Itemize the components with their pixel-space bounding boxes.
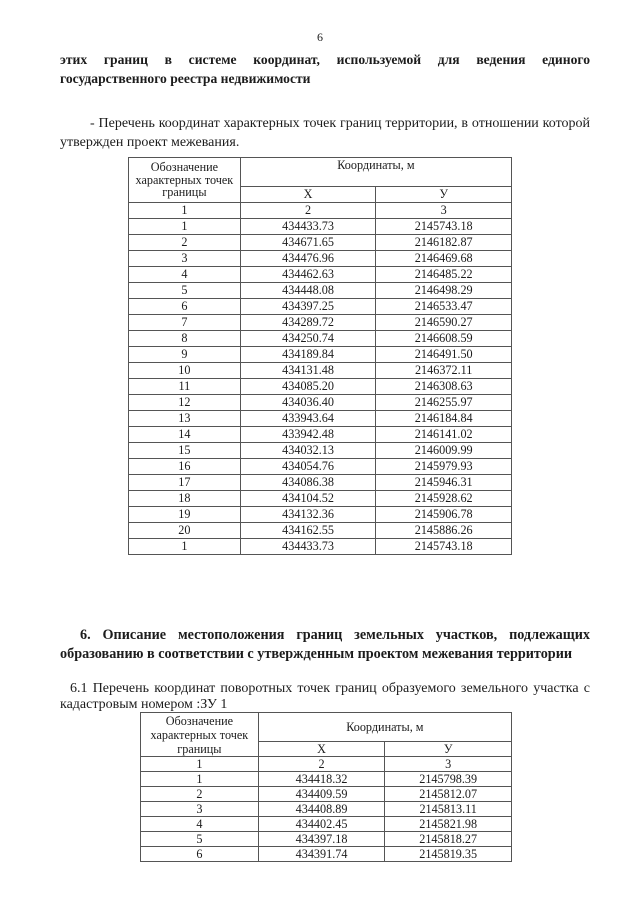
y-coordinate-cell: 2145798.39 [385,772,512,787]
header-point-label: Обозначение характерных точек границы [129,158,241,203]
point-number-cell: 11 [129,379,241,395]
y-coordinate-cell: 2145743.18 [376,539,512,555]
x-coordinate-cell: 434250.74 [240,331,376,347]
section-title: 6. Описание местоположения границ земельных участков, подлежащих образованию в соответствии с утвержденным проектом межевания территории [60,627,590,662]
point-number-cell: 6 [141,847,259,862]
column-numbers-row [141,757,512,772]
x-coordinate-cell: 434189.84 [240,347,376,363]
y-coordinate-cell: 2145886.26 [376,523,512,539]
table-row [129,267,512,283]
table-row [129,235,512,251]
header-coordinates: Координаты, м [240,158,511,187]
x-coordinate-cell: 434054.76 [240,459,376,475]
point-number-cell: 8 [129,331,241,347]
point-number-cell: 1 [141,772,259,787]
column-number: 3 [376,203,512,219]
y-coordinate-cell: 2146498.29 [376,283,512,299]
point-number-cell: 1 [129,539,241,555]
y-coordinate-cell: 2145979.93 [376,459,512,475]
parcel-coordinates-table [140,712,512,862]
y-coordinate-cell: 2146533.47 [376,299,512,315]
x-coordinate-cell: 434433.73 [240,539,376,555]
point-number-cell: 6 [129,299,241,315]
table-row [141,802,512,817]
table-row [129,379,512,395]
table-row [141,832,512,847]
header-y: У [385,742,512,757]
y-coordinate-cell: 2146182.87 [376,235,512,251]
table-row [129,251,512,267]
y-coordinate-cell: 2145743.18 [376,219,512,235]
y-coordinate-cell: 2145946.31 [376,475,512,491]
point-number-cell: 10 [129,363,241,379]
x-coordinate-cell: 434131.48 [240,363,376,379]
heading-continuation: этих границ в системе координат, используемой для ведения единого государственного реестра недвижимости [60,52,590,86]
table-row [129,315,512,331]
table-header [141,713,512,772]
y-coordinate-cell: 2146485.22 [376,267,512,283]
point-number-cell: 2 [141,787,259,802]
header-coordinates: Координаты, м [258,713,511,742]
x-coordinate-cell: 434448.08 [240,283,376,299]
y-coordinate-cell: 2145818.27 [385,832,512,847]
table-row [129,507,512,523]
point-number-cell: 4 [129,267,241,283]
y-coordinate-cell: 2146009.99 [376,443,512,459]
column-number: 1 [141,757,259,772]
header-point-label: Обозначение характерных точек границы [141,713,259,757]
point-number-cell: 1 [129,219,241,235]
table-header [129,158,512,219]
x-coordinate-cell: 434462.63 [240,267,376,283]
point-number-cell: 16 [129,459,241,475]
y-coordinate-cell: 2146469.68 [376,251,512,267]
point-number-cell: 7 [129,315,241,331]
point-number-cell: 3 [129,251,241,267]
x-coordinate-cell: 434036.40 [240,395,376,411]
y-coordinate-cell: 2146608.59 [376,331,512,347]
intro-paragraph: - Перечень координат характерных точек границ территории, в отношении которой утвержден проект межевания. [60,116,590,150]
point-number-cell: 18 [129,491,241,507]
x-coordinate-cell: 434671.65 [240,235,376,251]
table-body [129,219,512,555]
table-row [129,491,512,507]
table-row [129,347,512,363]
page-number: 6 [317,30,323,44]
x-coordinate-cell: 434132.36 [240,507,376,523]
header-x: Х [240,187,376,203]
table-row [129,363,512,379]
point-number-cell: 3 [141,802,259,817]
x-coordinate-cell: 434409.59 [258,787,385,802]
point-number-cell: 12 [129,395,241,411]
column-numbers-row [129,203,512,219]
table-row [129,331,512,347]
table-row [141,772,512,787]
x-coordinate-cell: 434085.20 [240,379,376,395]
point-number-cell: 15 [129,443,241,459]
y-coordinate-cell: 2146308.63 [376,379,512,395]
table-row [129,475,512,491]
header-x: Х [258,742,385,757]
table-row [129,459,512,475]
point-number-cell: 5 [141,832,259,847]
y-coordinate-cell: 2145812.07 [385,787,512,802]
column-number: 2 [240,203,376,219]
x-coordinate-cell: 434032.13 [240,443,376,459]
y-coordinate-cell: 2146491.50 [376,347,512,363]
x-coordinate-cell: 433943.64 [240,411,376,427]
table-body [141,772,512,862]
x-coordinate-cell: 434391.74 [258,847,385,862]
point-number-cell: 9 [129,347,241,363]
point-number-cell: 17 [129,475,241,491]
x-coordinate-cell: 434408.89 [258,802,385,817]
x-coordinate-cell: 434104.52 [240,491,376,507]
table-row [129,283,512,299]
x-coordinate-cell: 434476.96 [240,251,376,267]
territory-coordinates-table [128,157,512,555]
subsection-title: 6.1 Перечень координат поворотных точек границ образуемого земельного участка с кадастровым номером :ЗУ 1 [60,681,590,712]
x-coordinate-cell: 434086.38 [240,475,376,491]
table-row [129,299,512,315]
y-coordinate-cell: 2146184.84 [376,411,512,427]
point-number-cell: 20 [129,523,241,539]
x-coordinate-cell: 433942.48 [240,427,376,443]
x-coordinate-cell: 434162.55 [240,523,376,539]
y-coordinate-cell: 2145928.62 [376,491,512,507]
x-coordinate-cell: 434418.32 [258,772,385,787]
table-row [141,787,512,802]
table-row [141,817,512,832]
point-number-cell: 5 [129,283,241,299]
table-row [129,427,512,443]
y-coordinate-cell: 2146255.97 [376,395,512,411]
x-coordinate-cell: 434397.18 [258,832,385,847]
x-coordinate-cell: 434433.73 [240,219,376,235]
point-number-cell: 4 [141,817,259,832]
table-row [129,539,512,555]
y-coordinate-cell: 2146590.27 [376,315,512,331]
y-coordinate-cell: 2145906.78 [376,507,512,523]
y-coordinate-cell: 2146141.02 [376,427,512,443]
table-row [129,219,512,235]
column-number: 2 [258,757,385,772]
table-row [141,847,512,862]
x-coordinate-cell: 434289.72 [240,315,376,331]
y-coordinate-cell: 2145819.35 [385,847,512,862]
point-number-cell: 2 [129,235,241,251]
point-number-cell: 14 [129,427,241,443]
column-number: 1 [129,203,241,219]
point-number-cell: 19 [129,507,241,523]
y-coordinate-cell: 2145821.98 [385,817,512,832]
point-number-cell: 13 [129,411,241,427]
table-row [129,523,512,539]
table-row [129,443,512,459]
table-row [129,395,512,411]
table-row [129,411,512,427]
y-coordinate-cell: 2146372.11 [376,363,512,379]
column-number: 3 [385,757,512,772]
y-coordinate-cell: 2145813.11 [385,802,512,817]
x-coordinate-cell: 434397.25 [240,299,376,315]
header-y: У [376,187,512,203]
x-coordinate-cell: 434402.45 [258,817,385,832]
